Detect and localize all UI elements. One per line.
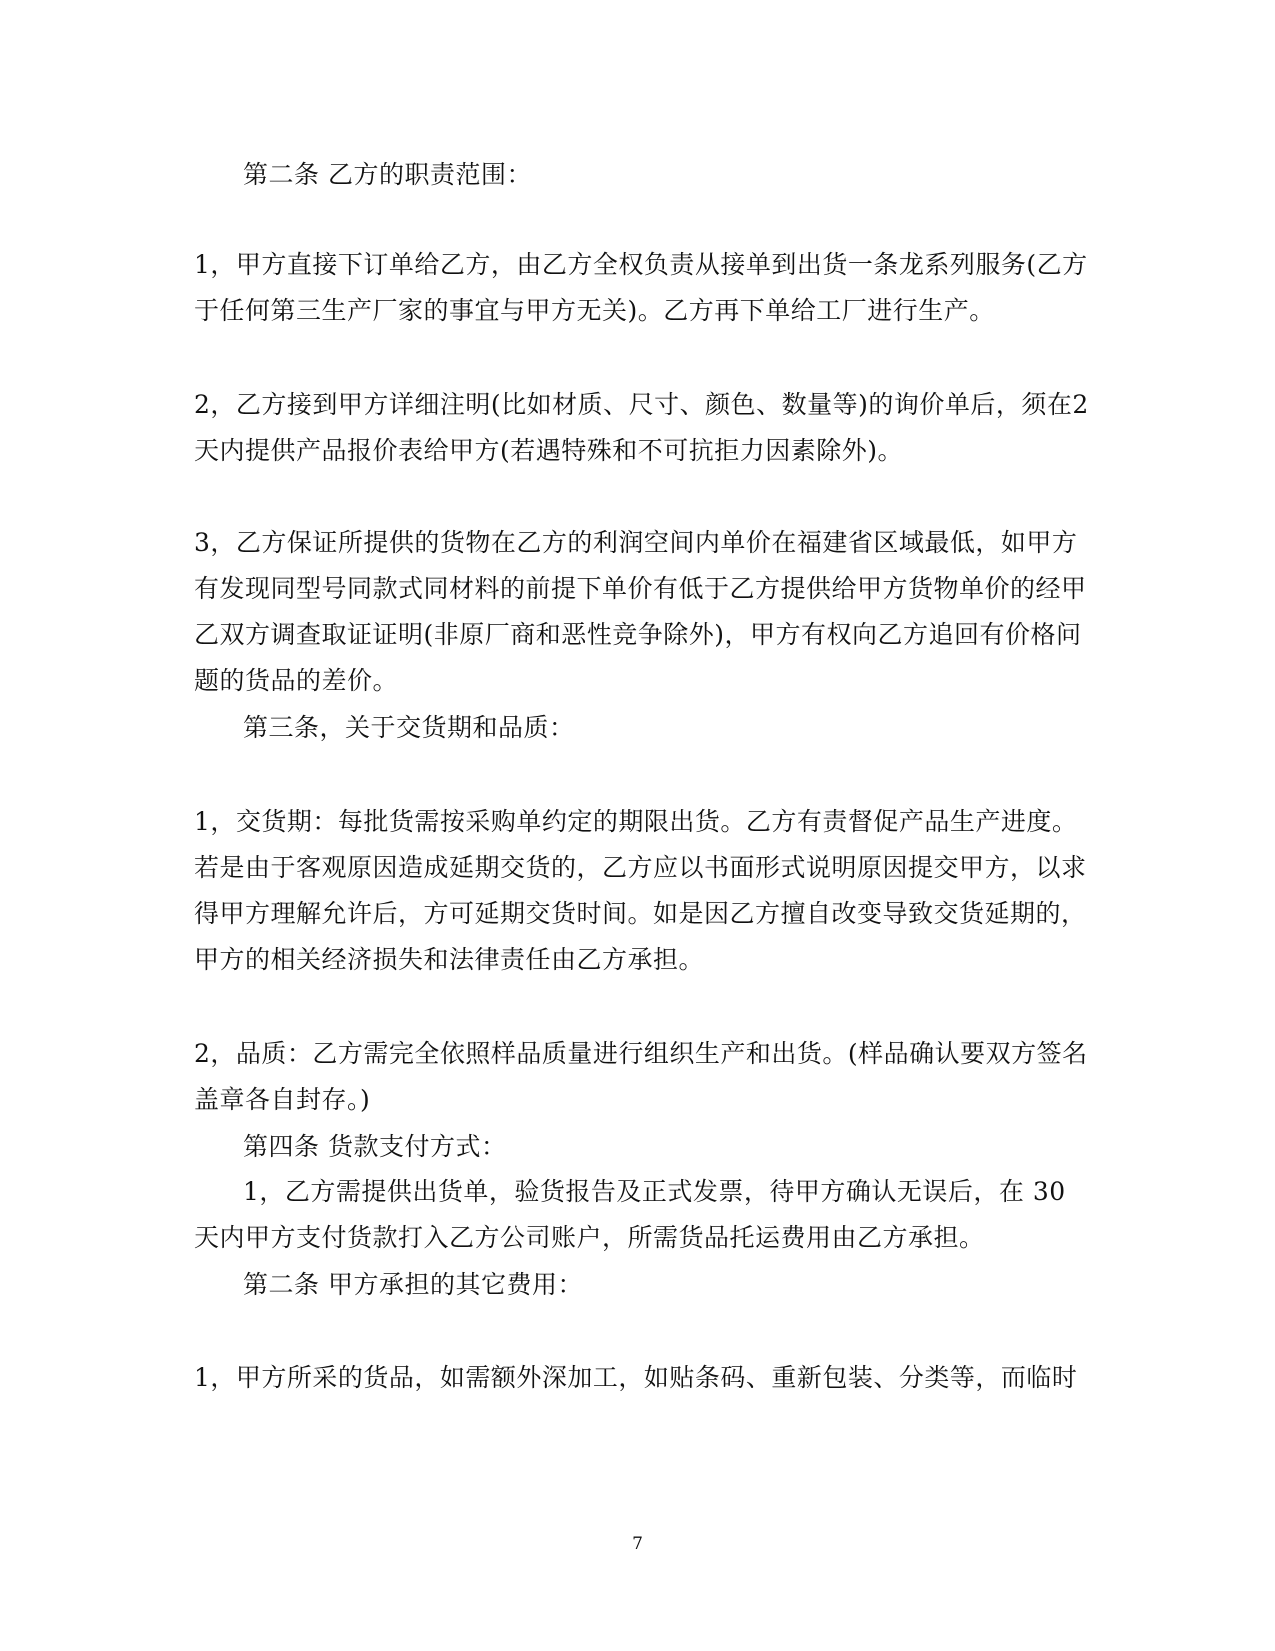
paragraph-line: 于任何第三生产厂家的事宜与甲方无关)。乙方再下单给工厂进行生产。 <box>194 296 995 325</box>
paragraph-line: 乙双方调查取证证明(非原厂商和恶性竞争除外)，甲方有权向乙方追回有价格问 <box>194 620 1082 649</box>
section-heading: 第二条 甲方承担的其它费用： <box>243 1270 583 1299</box>
paragraph-line: 1，甲方直接下订单给乙方，由乙方全权负责从接单到出货一条龙系列服务(乙方 <box>194 250 1088 279</box>
section-heading: 第四条 货款支付方式： <box>243 1132 507 1161</box>
paragraph-line: 盖章各自封存。) <box>194 1085 371 1114</box>
section-heading: 第三条，关于交货期和品质： <box>243 713 575 742</box>
paragraph-line: 得甲方理解允许后，方可延期交货时间。如是因乙方擅自改变导致交货延期的， <box>194 899 1087 928</box>
paragraph-line: 天内甲方支付货款打入乙方公司账户，所需货品托运费用由乙方承担。 <box>194 1223 985 1252</box>
paragraph-line: 3，乙方保证所提供的货物在乙方的利润空间内单价在福建省区域最低，如甲方 <box>194 528 1078 557</box>
paragraph-line: 1，乙方需提供出货单，验货报告及正式发票，待甲方确认无误后，在 30 <box>243 1177 1066 1206</box>
paragraph-line: 2，品质：乙方需完全依照样品质量进行组织生产和出货。(样品确认要双方签名 <box>194 1039 1088 1068</box>
paragraph-line: 2，乙方接到甲方详细注明(比如材质、尺寸、颜色、数量等)的询价单后，须在2 <box>194 390 1089 419</box>
paragraph-line: 1，交货期：每批货需按采购单约定的期限出货。乙方有责督促产品生产进度。 <box>194 807 1078 836</box>
paragraph-line: 甲方的相关经济损失和法律责任由乙方承担。 <box>194 945 705 974</box>
paragraph-line: 若是由于客观原因造成延期交货的，乙方应以书面形式说明原因提交甲方，以求 <box>194 853 1087 882</box>
paragraph-line: 天内提供产品报价表给甲方(若遇特殊和不可抗拒力因素除外)。 <box>194 436 904 465</box>
paragraph-line: 题的货品的差价。 <box>194 666 399 695</box>
page-number: 7 <box>632 1534 643 1554</box>
paragraph-line: 1，甲方所采的货品，如需额外深加工，如贴条码、重新包装、分类等，而临时 <box>194 1363 1078 1392</box>
section-heading: 第二条 乙方的职责范围： <box>243 160 532 189</box>
paragraph-line: 有发现同型号同款式同材料的前提下单价有低于乙方提供给甲方货物单价的经甲 <box>194 574 1087 603</box>
